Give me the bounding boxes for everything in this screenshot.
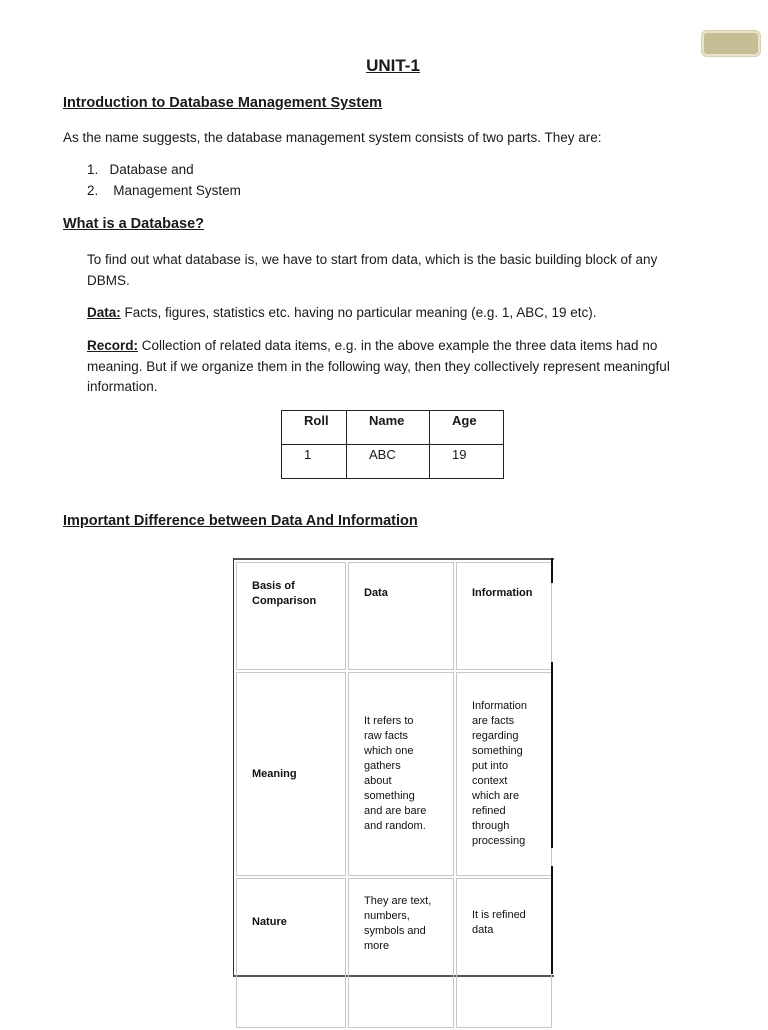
list-number: 1.: [87, 162, 99, 177]
corner-tab-button[interactable]: [702, 31, 760, 56]
cell-name: ABC: [347, 445, 430, 479]
cell-line: are facts: [472, 715, 515, 727]
data-label: Data:: [87, 305, 121, 320]
cell-line: and are bare: [364, 805, 427, 817]
cell-line: which one: [364, 745, 414, 757]
cell-line: through: [472, 820, 510, 832]
header-basis-line: Comparison: [252, 595, 317, 607]
header-age: Age: [430, 411, 504, 445]
row-basis: Meaning: [236, 672, 346, 876]
table-row: [282, 445, 504, 479]
table-edge: [551, 558, 553, 583]
list-item: [87, 183, 241, 198]
row-data-cell: [348, 672, 454, 876]
paragraph-line: DBMS.: [87, 272, 130, 288]
record-table: [281, 410, 504, 479]
cell-line: Information: [472, 700, 528, 712]
header-basis: [236, 562, 346, 670]
cell-line: It is refined: [472, 909, 526, 921]
difference-heading: Important Difference between Data And Information: [63, 513, 418, 529]
record-line: meaning. But if we organize them in the following way, then they collectively represent meaningful: [87, 358, 670, 374]
record-definition: [87, 336, 670, 398]
cell-line: refined: [472, 805, 506, 817]
header-information: Information: [456, 562, 552, 670]
cell-line: more: [364, 940, 390, 952]
list-item: [87, 162, 194, 177]
table-header-row: [282, 411, 504, 445]
cell-line: something: [472, 745, 523, 757]
cell-line: raw facts: [364, 730, 409, 742]
cell-roll: 1: [282, 445, 347, 479]
cell-line: numbers,: [364, 910, 410, 922]
header-basis-line: Basis of: [252, 580, 295, 592]
cell-line: which are: [472, 790, 520, 802]
record-text: Collection of related data items, e.g. in the above example the three data items had no: [138, 338, 658, 353]
cell-line: gathers: [364, 760, 401, 772]
list-number: 2.: [87, 183, 99, 198]
list-text: Database and: [109, 162, 194, 177]
row-information-cell: [456, 672, 552, 876]
intro-paragraph: As the name suggests, the database management system consists of two parts. They are:: [63, 130, 602, 145]
table-row: [236, 672, 552, 876]
record-label: Record:: [87, 338, 139, 353]
cell-line: about: [364, 775, 392, 787]
header-roll: Roll: [282, 411, 347, 445]
header-data: Data: [348, 562, 454, 670]
cell-age: 19: [430, 445, 504, 479]
comparison-table-frame: [233, 558, 554, 977]
data-text: Facts, figures, statistics etc. having no particular meaning (e.g. 1, ABC, 19 etc).: [120, 305, 597, 320]
cell-line: put into: [472, 760, 509, 772]
row-information-cell: [456, 878, 552, 1028]
intro-heading: Introduction to Database Management System: [63, 95, 383, 111]
cell-line: They are text,: [364, 895, 432, 907]
data-definition: [87, 303, 596, 324]
header-name: Name: [347, 411, 430, 445]
cell-line: regarding: [472, 730, 519, 742]
row-basis: Nature: [236, 878, 346, 1028]
table-edge: [551, 866, 553, 974]
cell-line: data: [472, 924, 494, 936]
cell-line: and random.: [364, 820, 426, 832]
comparison-header-row: [236, 562, 552, 670]
what-is-db-paragraph: [87, 250, 657, 291]
cell-line: something: [364, 790, 415, 802]
page-title: UNIT-1: [366, 56, 420, 75]
comparison-table: [234, 560, 554, 1030]
paragraph-line: To find out what database is, we have to start from data, which is the basic building block of any: [87, 252, 658, 267]
row-data-cell: [348, 878, 454, 1028]
list-text: Management System: [113, 183, 241, 198]
what-is-db-heading: What is a Database?: [63, 216, 205, 232]
table-edge: [551, 662, 553, 848]
cell-line: context: [472, 775, 508, 787]
cell-line: processing: [472, 835, 526, 847]
cell-line: symbols and: [364, 925, 426, 937]
record-line: information.: [87, 379, 158, 394]
table-row: [236, 878, 552, 1028]
cell-line: It refers to: [364, 715, 414, 727]
